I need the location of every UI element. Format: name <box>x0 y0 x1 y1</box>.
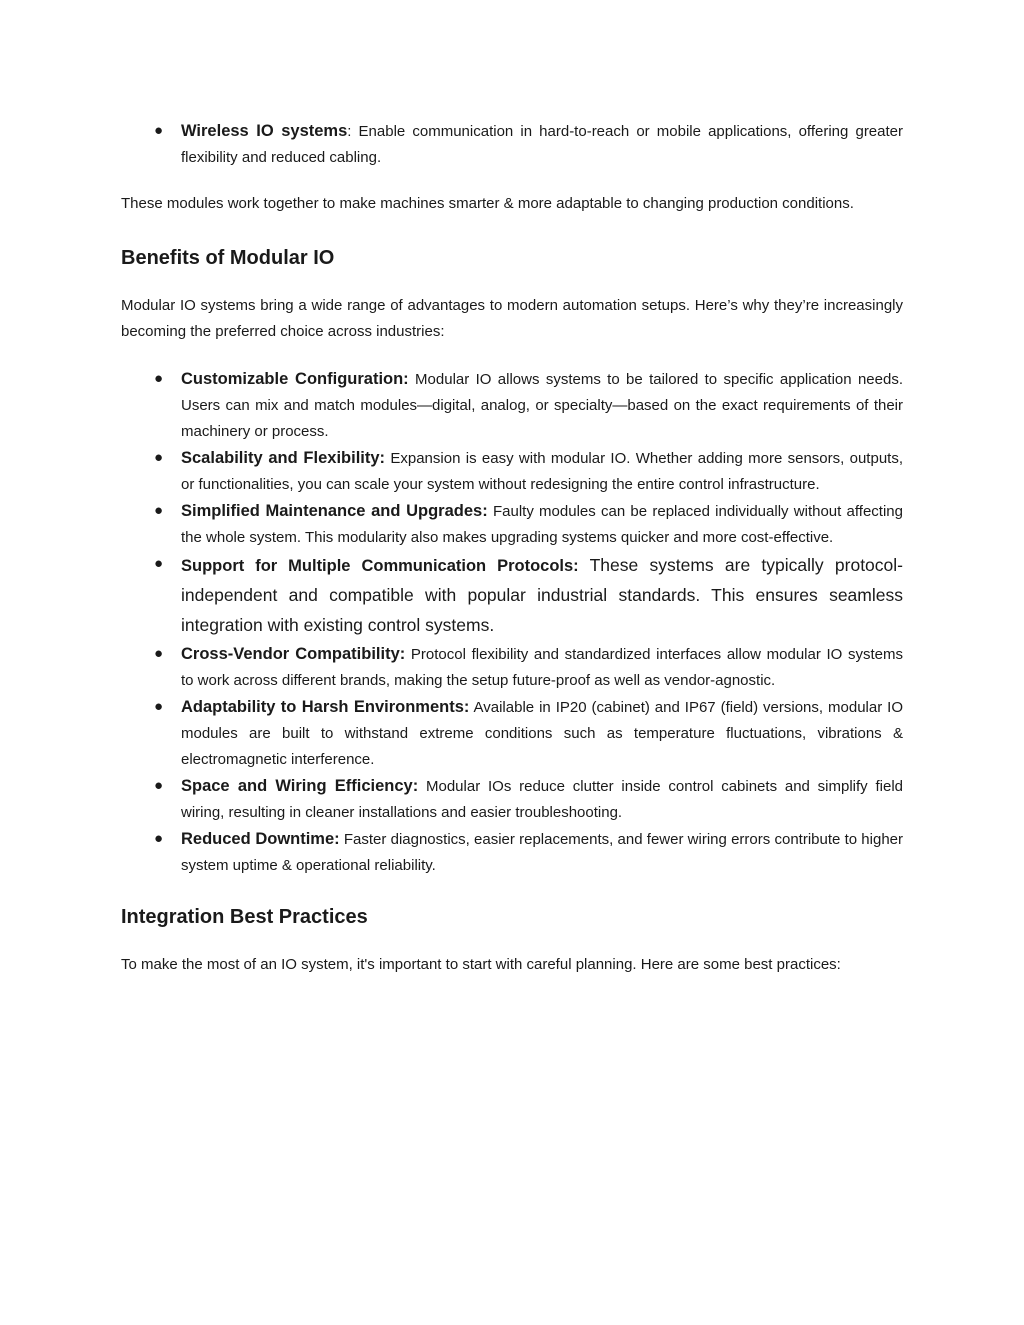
list-item-term: Wireless IO systems <box>181 122 348 140</box>
list-item-term: Reduced Downtime: <box>181 830 340 848</box>
document-page <box>121 118 903 978</box>
list-item-term: Customizable Configuration: <box>181 370 409 388</box>
list-item-body: Faster diagnostics, easier replacements, and fewer wiring errors contribute to higher system uptime & operational reliability. <box>181 831 903 874</box>
list-item-body: Faulty modules can be replaced individually without affecting the whole system. This modularity also makes upgrading systems quicker and more cost-effective. <box>181 503 903 546</box>
list-item-body: Expansion is easy with modular IO. Whether adding more sensors, outputs, or functionalities, you can scale your system without redesigning the entire control infrastructure. <box>181 450 903 493</box>
list-item-term: Space and Wiring Efficiency: <box>181 777 419 795</box>
bullet-icon: ● <box>154 555 164 572</box>
bullet-icon: ● <box>154 645 164 662</box>
list-item-body: Modular IO allows systems to be tailored to specific application needs. Users can mix and match modules—digital, analog, or specialty—based on the exact requirements of their machinery or process. <box>181 371 903 440</box>
list-item-separator: : <box>347 123 352 140</box>
list-item <box>121 366 903 445</box>
list-item-body: Protocol flexibility and standardized interfaces allow modular IO systems to work across different brands, making the setup future-proof as well as vendor-agnostic. <box>181 646 903 689</box>
list-item-body: Enable communication in hard-to-reach or mobile applications, offering greater flexibility and reduced cabling. <box>181 123 903 166</box>
bullet-icon: ● <box>154 777 164 794</box>
bullet-icon: ● <box>154 449 164 466</box>
list-item <box>121 826 903 879</box>
integration-paragraph: To make the most of an IO system, it's important to start with careful planning. Here are some best practices: <box>121 956 841 973</box>
list-item <box>121 118 903 171</box>
benefits-heading: Benefits of Modular IO <box>121 247 335 269</box>
list-item-term: Support for Multiple Communication Protocols: <box>181 557 579 575</box>
list-item <box>121 445 903 498</box>
list-item <box>121 551 903 641</box>
intro-paragraph: These modules work together to make machines smarter & more adaptable to changing production conditions. <box>121 195 854 212</box>
list-item-body: Available in IP20 (cabinet) and IP67 (field) versions, modular IO modules are built to withstand extreme conditions such as temperature fluctuations, vibrations & electromagnetic interference. <box>181 699 903 768</box>
bullet-icon: ● <box>154 698 164 715</box>
benefits-paragraph: Modular IO systems bring a wide range of advantages to modern automation setups. Here’s why they’re increasingly becoming the preferred choice across industries: <box>121 297 903 340</box>
bullet-icon: ● <box>154 122 164 139</box>
list-item-term: Adaptability to Harsh Environments: <box>181 698 470 716</box>
bullet-icon: ● <box>154 830 164 847</box>
list-item <box>121 498 903 551</box>
list-item <box>121 641 903 694</box>
list-item-body: Modular IOs reduce clutter inside control cabinets and simplify field wiring, resulting in cleaner installations and easier troubleshooting. <box>181 778 903 821</box>
bullet-icon: ● <box>154 502 164 519</box>
bullet-icon: ● <box>154 370 164 387</box>
list-item-body: These systems are typically protocol-independent and compatible with popular industrial standards. This ensures seamless integration with existing control systems. <box>181 555 903 635</box>
list-item <box>121 773 903 826</box>
list-item <box>121 694 903 773</box>
list-item-term: Cross-Vendor Compatibility: <box>181 645 406 663</box>
benefits-list <box>121 366 903 879</box>
integration-heading: Integration Best Practices <box>121 906 368 928</box>
intro-list <box>121 118 903 171</box>
list-item-term: Scalability and Flexibility: <box>181 449 386 467</box>
list-item-term: Simplified Maintenance and Upgrades: <box>181 502 488 520</box>
